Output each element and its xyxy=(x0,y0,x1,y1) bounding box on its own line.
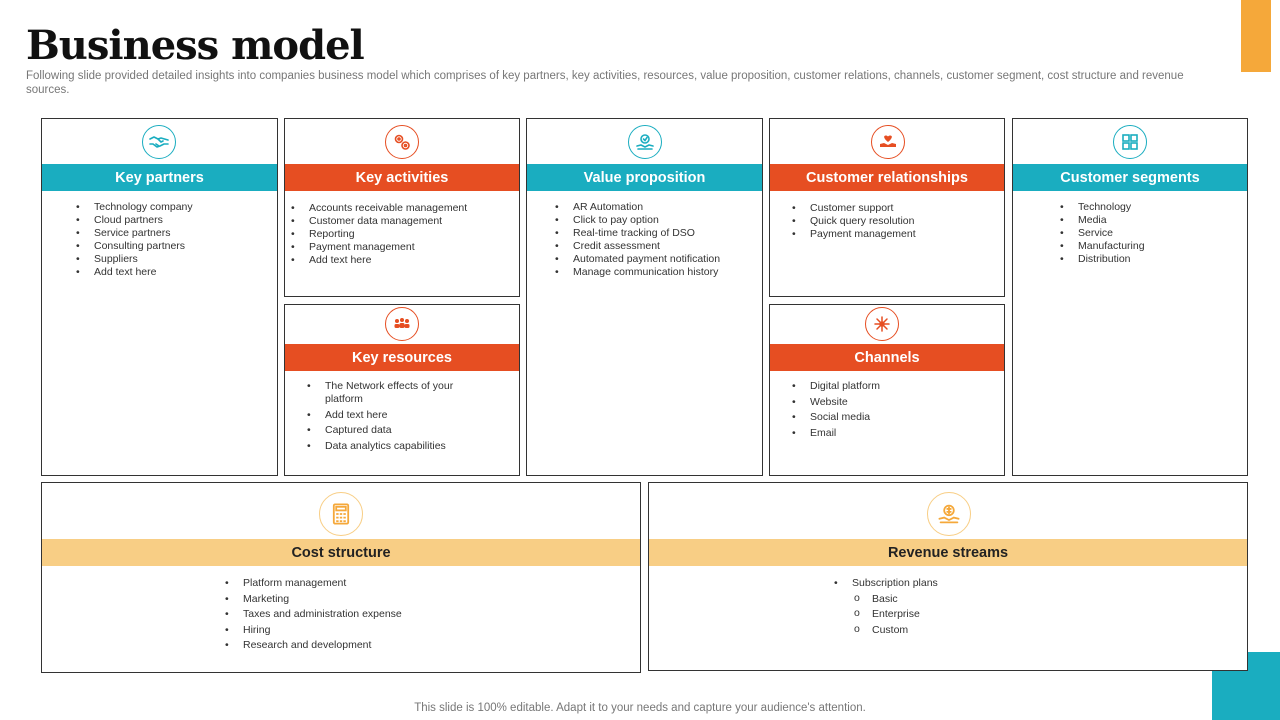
card-item-list xyxy=(1060,201,1145,266)
card-title-bar: Value proposition xyxy=(527,164,762,191)
card-key-partners xyxy=(41,118,278,476)
card-item-list xyxy=(792,202,916,241)
segments-icon xyxy=(1113,125,1147,159)
card-title-bar: Key resources xyxy=(285,344,519,371)
corner-accent-top xyxy=(1241,0,1271,72)
list-item: • Manufacturing xyxy=(1060,240,1145,253)
card-customer-relationships xyxy=(769,118,1005,297)
card-key-resources xyxy=(284,304,520,476)
card-title-bar: Customer segments xyxy=(1013,164,1247,191)
list-item: • Add text here xyxy=(76,266,193,279)
list-item: • Platform management xyxy=(225,577,402,590)
list-item: • Digital platform xyxy=(792,380,880,393)
list-item: • Suppliers xyxy=(76,253,193,266)
card-item-list xyxy=(792,380,880,442)
list-item: • Quick query resolution xyxy=(792,215,916,228)
revenue-hand-icon xyxy=(927,492,971,536)
card-title-bar: Revenue streams xyxy=(649,539,1247,566)
list-item: • Add text here xyxy=(291,254,467,267)
list-item: • AR Automation xyxy=(555,201,720,214)
card-item-list xyxy=(834,577,938,639)
list-item: • Service xyxy=(1060,227,1145,240)
list-item: • Service partners xyxy=(76,227,193,240)
card-title-bar: Customer relationships xyxy=(770,164,1004,191)
list-item: • Captured data xyxy=(307,424,472,437)
value-hand-icon xyxy=(628,125,662,159)
list-item: • Media xyxy=(1060,214,1145,227)
card-channels xyxy=(769,304,1005,476)
card-cost-structure xyxy=(41,482,641,673)
list-sub-item: o Enterprise xyxy=(834,608,938,621)
gears-icon xyxy=(385,125,419,159)
list-item: • Marketing xyxy=(225,593,402,606)
card-item-list xyxy=(76,201,193,279)
team-icon xyxy=(385,307,419,341)
card-revenue-streams xyxy=(648,482,1248,671)
list-item: • Credit assessment xyxy=(555,240,720,253)
list-item: • Technology company xyxy=(76,201,193,214)
care-hands-icon xyxy=(871,125,905,159)
card-item-list xyxy=(291,202,467,267)
cost-calculator-icon xyxy=(319,492,363,536)
list-item: • Hiring xyxy=(225,624,402,637)
card-item-list xyxy=(555,201,720,279)
network-icon xyxy=(865,307,899,341)
list-item: • Payment management xyxy=(792,228,916,241)
card-title-bar: Channels xyxy=(770,344,1004,371)
list-item: • Subscription plans xyxy=(834,577,938,590)
card-key-activities xyxy=(284,118,520,297)
list-item: • Email xyxy=(792,427,880,440)
page-subtitle: Following slide provided detailed insights into companies business model which comprises of key partners, key activities, resources, value proposition, customer relations, channels, customer segment, cost structure and revenue sources. xyxy=(26,70,1184,96)
list-item: • The Network effects of your platform xyxy=(307,380,472,406)
list-item: • Customer support xyxy=(792,202,916,215)
list-item: • Automated payment notification xyxy=(555,253,720,266)
card-customer-segments xyxy=(1012,118,1248,476)
card-title-bar: Key activities xyxy=(285,164,519,191)
list-item: • Reporting xyxy=(291,228,467,241)
card-title-bar: Key partners xyxy=(42,164,277,191)
list-item: • Accounts receivable management xyxy=(291,202,467,215)
list-item: • Real-time tracking of DSO xyxy=(555,227,720,240)
list-item: • Manage communication history xyxy=(555,266,720,279)
handshake-icon xyxy=(142,125,176,159)
list-sub-item: o Custom xyxy=(834,624,938,637)
card-item-list xyxy=(225,577,402,655)
list-item: • Data analytics capabilities xyxy=(307,440,472,453)
card-value-proposition xyxy=(526,118,763,476)
list-item: • Payment management xyxy=(291,241,467,254)
footer-note: This slide is 100% editable. Adapt it to your needs and capture your audience's attention. xyxy=(414,702,866,714)
list-sub-item: o Basic xyxy=(834,593,938,606)
list-item: • Social media xyxy=(792,411,880,424)
list-item: • Technology xyxy=(1060,201,1145,214)
list-item: • Click to pay option xyxy=(555,214,720,227)
card-title-bar: Cost structure xyxy=(42,539,640,566)
list-item: • Cloud partners xyxy=(76,214,193,227)
list-item: • Taxes and administration expense xyxy=(225,608,402,621)
list-item: • Add text here xyxy=(307,409,472,422)
list-item: • Customer data management xyxy=(291,215,467,228)
page-title: Business model xyxy=(26,22,364,69)
list-item: • Research and development xyxy=(225,639,402,652)
list-item: • Distribution xyxy=(1060,253,1145,266)
list-item: • Website xyxy=(792,396,880,409)
list-item: • Consulting partners xyxy=(76,240,193,253)
card-item-list xyxy=(307,380,472,455)
